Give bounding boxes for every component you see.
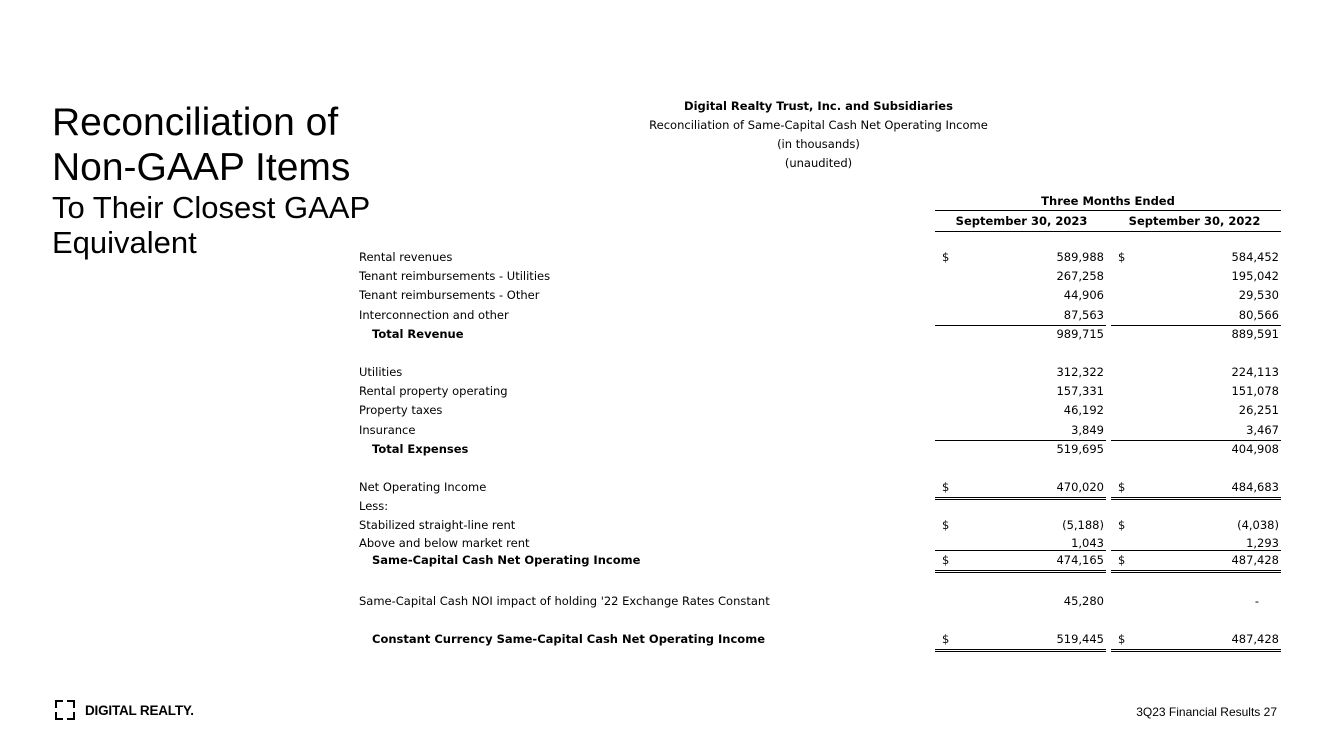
spacer <box>359 571 1281 592</box>
value-2022: 26,251 <box>1238 403 1279 418</box>
value-2022: 584,452 <box>1231 250 1279 264</box>
company-name: Digital Realty Trust, Inc. and Subsidiaries <box>684 99 953 113</box>
report-title: Reconciliation of Same-Capital Cash Net Operating Income <box>649 118 988 132</box>
row-label: Tenant reimbursements - Other <box>359 288 540 303</box>
table-row <box>359 421 1281 440</box>
row-label: Above and below market rent <box>359 536 530 551</box>
value-2022: 224,113 <box>1231 364 1279 379</box>
value-2022: 404,908 <box>1231 441 1279 456</box>
row-label: Same-Capital Cash Net Operating Income <box>372 553 641 568</box>
value-2022: 151,078 <box>1231 384 1279 399</box>
page-footer <box>1136 705 1277 719</box>
bracket-logo-icon <box>55 700 75 720</box>
value-2022: 80,566 <box>1238 307 1279 322</box>
row-label: Rental revenues <box>359 250 453 264</box>
value-2022: 3,467 <box>1246 422 1279 437</box>
row-label: Total Revenue <box>372 326 464 341</box>
table-row <box>359 286 1281 305</box>
currency-symbol: $ <box>1118 479 1126 494</box>
currency-symbol: $ <box>942 250 950 264</box>
row-label: Utilities <box>359 364 403 379</box>
value-2023: 44,906 <box>1063 288 1104 303</box>
value-2023: 989,715 <box>1056 326 1104 341</box>
currency-symbol: $ <box>1118 518 1126 533</box>
value-2022: 1,293 <box>1246 536 1279 551</box>
currency-symbol: $ <box>942 631 950 646</box>
value-2022: 487,428 <box>1231 553 1279 568</box>
title-line-1: Reconciliation of <box>52 101 339 144</box>
value-2023: 1,043 <box>1071 536 1104 551</box>
report-header <box>560 97 1077 173</box>
table-row <box>359 497 1281 516</box>
column-headers <box>935 193 1281 232</box>
value-2023: 589,988 <box>1056 250 1104 264</box>
value-2023: 470,020 <box>1056 479 1104 494</box>
column-header-2023: September 30, 2023 <box>955 214 1088 228</box>
row-label: Constant Currency Same-Capital Cash Net Operating Income <box>372 631 765 646</box>
logo-text: DIGITAL REALTY. <box>85 702 194 718</box>
row-label: Stabilized straight-line rent <box>359 518 516 533</box>
total-revenue-row <box>359 325 1281 344</box>
row-label: Property taxes <box>359 403 443 418</box>
column-header-2022: September 30, 2022 <box>1128 214 1261 228</box>
table-row <box>359 401 1281 420</box>
row-label: Tenant reimbursements - Utilities <box>359 269 551 284</box>
table-row <box>359 363 1281 382</box>
slide-title <box>52 100 432 260</box>
fx-impact-row <box>359 592 1281 611</box>
value-2023: 157,331 <box>1056 384 1104 399</box>
subtitle-line-2: Equivalent <box>52 225 197 260</box>
table-row <box>359 382 1281 401</box>
value-2022: 195,042 <box>1231 269 1279 284</box>
value-2023: (5,188) <box>1062 518 1104 533</box>
value-2023: 267,258 <box>1056 269 1104 284</box>
currency-symbol: $ <box>1118 250 1126 264</box>
value-2023: 312,322 <box>1056 364 1104 379</box>
currency-symbol: $ <box>1118 631 1126 646</box>
constant-currency-noi-row <box>359 630 1281 649</box>
table-row <box>359 535 1281 551</box>
value-2023: 87,563 <box>1063 307 1104 322</box>
value-2022: 484,683 <box>1231 479 1279 494</box>
table-row <box>359 267 1281 286</box>
digital-realty-logo <box>55 700 194 720</box>
row-label: Insurance <box>359 422 416 437</box>
value-2022: 29,530 <box>1238 288 1279 303</box>
row-label: Rental property operating <box>359 384 508 399</box>
title-line-2: Non-GAAP Items <box>52 146 351 189</box>
currency-symbol: $ <box>942 479 950 494</box>
net-operating-income-row <box>359 478 1281 497</box>
row-label: Same-Capital Cash NOI impact of holding '22 Exchange Rates Constant <box>359 593 770 608</box>
table-row <box>359 248 1281 267</box>
value-2023: 45,280 <box>1063 593 1104 608</box>
same-capital-cash-noi-row <box>359 551 1281 570</box>
reconciliation-table <box>359 248 1281 649</box>
value-2022: (4,038) <box>1237 518 1279 533</box>
value-2023: 46,192 <box>1063 403 1104 418</box>
value-2023: 519,445 <box>1056 631 1104 646</box>
period-group-header: Three Months Ended <box>935 193 1281 211</box>
row-label: Total Expenses <box>372 441 469 456</box>
currency-symbol: $ <box>942 518 950 533</box>
spacer <box>359 459 1281 478</box>
value-2023: 3,849 <box>1071 422 1104 437</box>
value-2022: 487,428 <box>1231 631 1279 646</box>
value-2022: - <box>1254 593 1259 608</box>
total-expenses-row <box>359 440 1281 459</box>
currency-symbol: $ <box>942 553 950 568</box>
value-2023: 474,165 <box>1056 553 1104 568</box>
currency-symbol: $ <box>1118 553 1126 568</box>
report-audit-note: (unaudited) <box>784 156 853 170</box>
page-number: 27 <box>1263 705 1277 719</box>
table-row <box>359 306 1281 325</box>
value-2023: 519,695 <box>1056 441 1104 456</box>
spacer <box>359 344 1281 363</box>
subtitle-line-1: To Their Closest GAAP <box>52 190 371 225</box>
footer-label: 3Q23 Financial Results <box>1136 705 1261 719</box>
row-label: Less: <box>359 499 389 514</box>
table-row <box>359 516 1281 535</box>
row-label: Interconnection and other <box>359 307 509 322</box>
report-units: (in thousands) <box>777 137 860 151</box>
spacer <box>359 611 1281 630</box>
value-2022: 889,591 <box>1231 326 1279 341</box>
row-label: Net Operating Income <box>359 479 487 494</box>
